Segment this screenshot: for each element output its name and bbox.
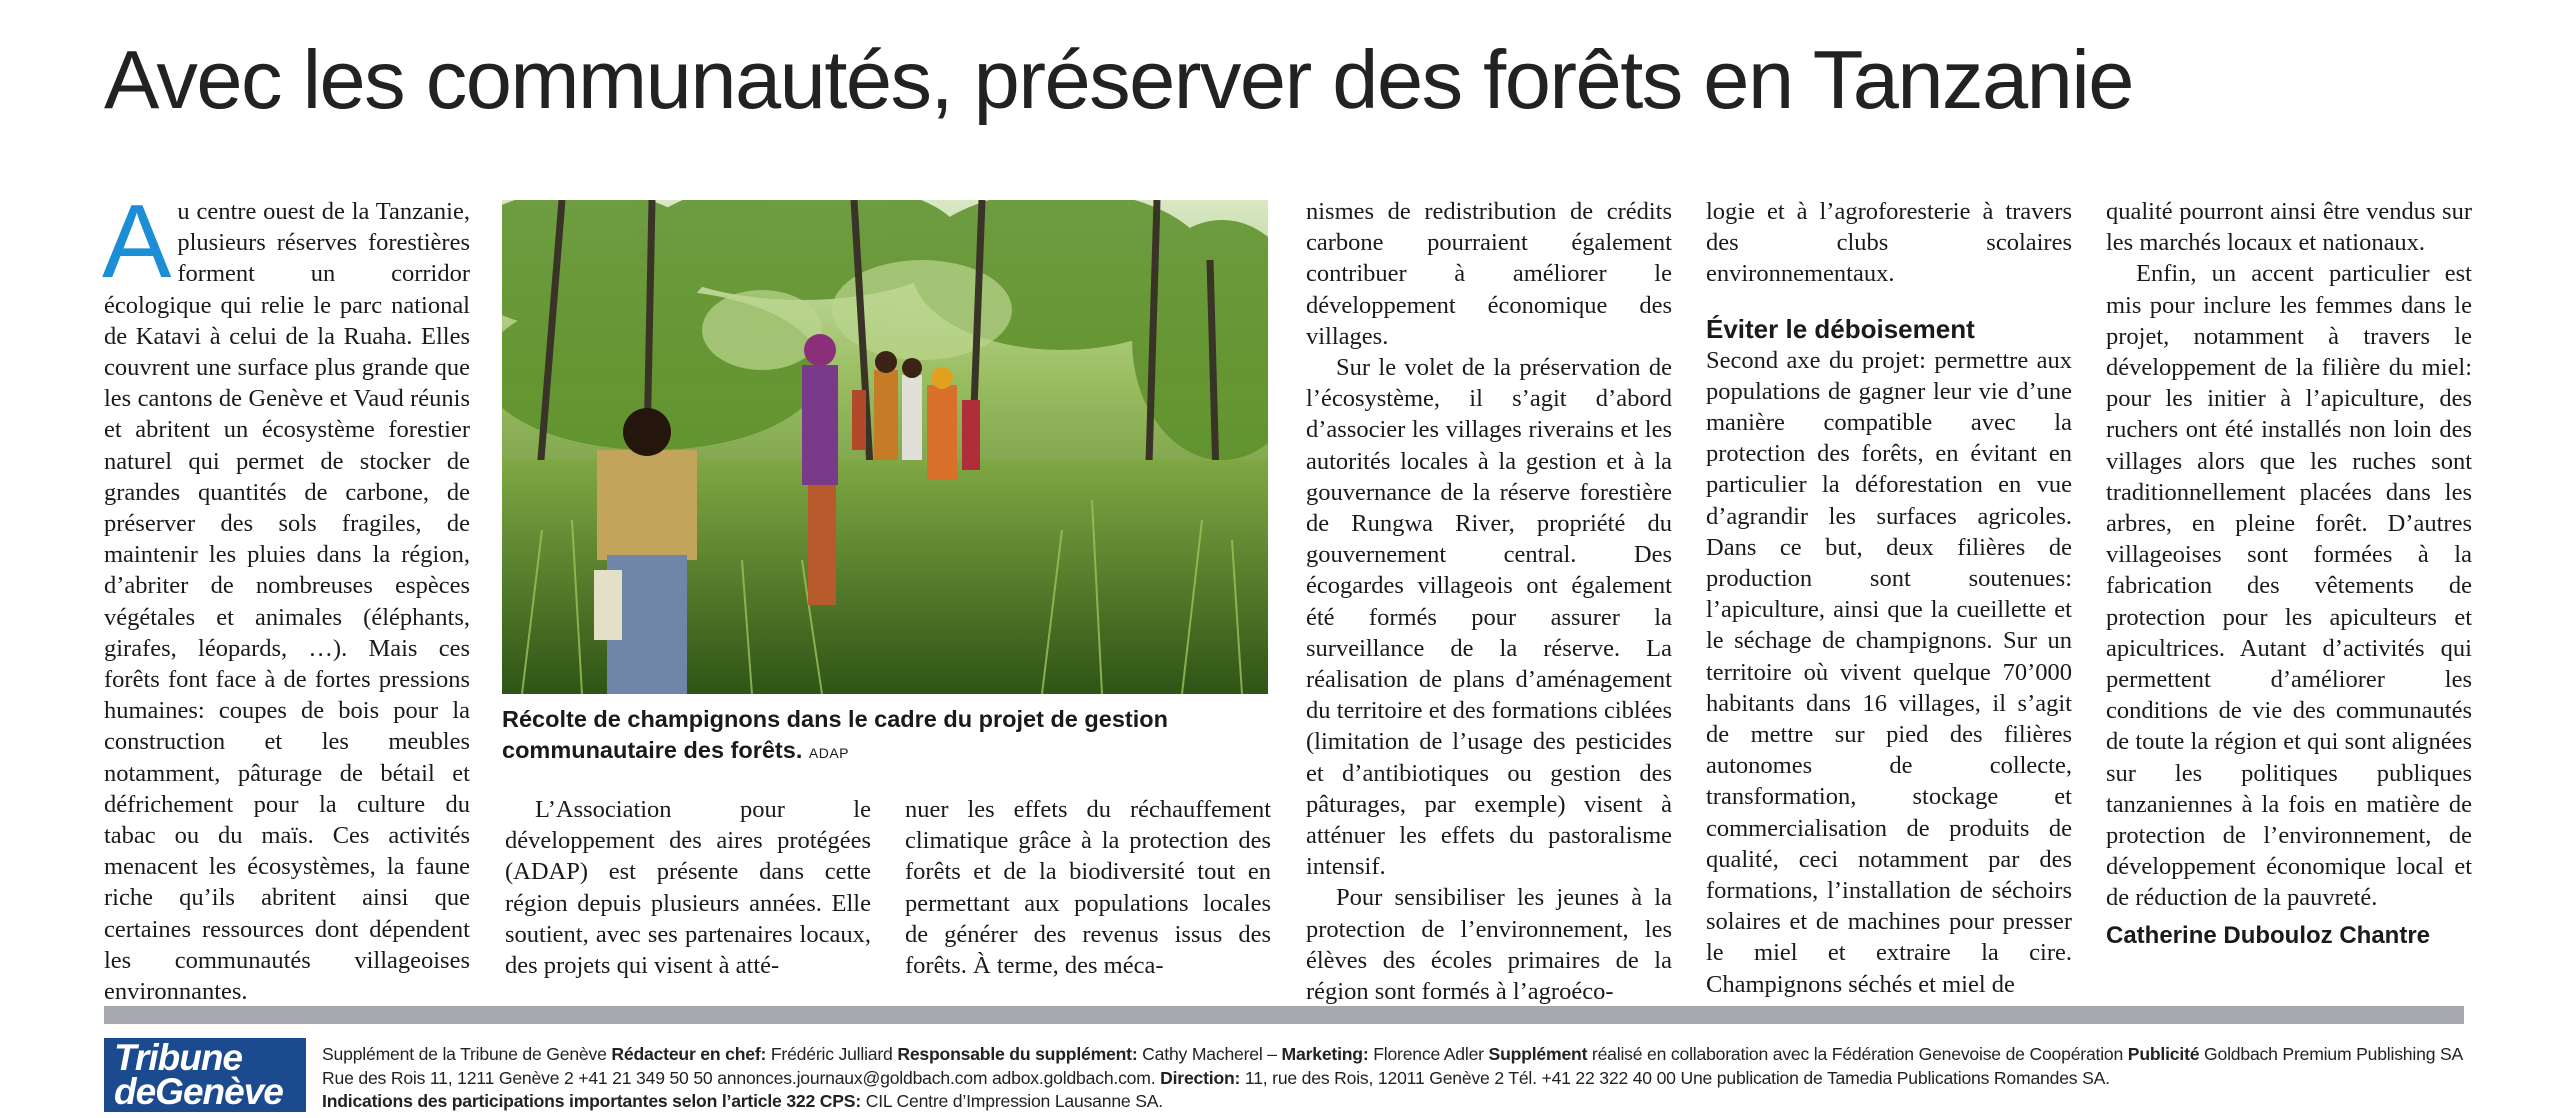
- headline: Avec les communautés, préserver des forêts en Tanzanie: [104, 33, 2133, 126]
- imprint-text: Cathy Macherel –: [1137, 1044, 1282, 1064]
- imprint-label: Direction:: [1160, 1067, 1241, 1088]
- imprint-text: 11, rue des Rois, 12011 Genève 2 Tél. +41 22 322 40 00 Une publication de Tamedia Publications Romandes SA.: [1240, 1067, 2110, 1088]
- paragraph: u centre ouest de la Tanzanie, plusieurs réserves forestières forment un corridor écologique qui relie le parc national de Katavi à celui de la Ruaha. Elles couvrent une surface plus grande que les cantons de Genève et Vaud réunis et abritent un écosystème forestier naturel qui permet de stocker de grandes quantités de carbone, de préserver des sols fragiles, de maintenir les pluies dans la région, d’abriter de nombreuses espèces végétales et animales (éléphants, girafes, léopards, …). Mais ces forêts font face à de fortes pressions humaines: coupes de bois pour la construction et les meubles notamment, pâturage de bétail et défrichement pour la culture du tabac ou du maïs. Ces activités menacent les écosystèmes, la faune riche qu’ils abritent ainsi que certaines ressources dont dépendent les communautés villageoises environnantes.: [104, 198, 470, 1006]
- imprint-text: Frédéric Julliard: [766, 1044, 898, 1064]
- tribune-de-geneve-logo: [104, 1038, 306, 1112]
- imprint-text: Florence Adler: [1368, 1044, 1489, 1064]
- photo-credit: ADAP: [808, 745, 850, 761]
- logo-line-2: deGenève: [114, 1071, 283, 1112]
- imprint-text: réalisé en collaboration avec la Fédération Genevoise de Coopération: [1587, 1044, 2128, 1064]
- paragraph: logie et à l’agroforesterie à travers des clubs scolaires environnementaux.: [1706, 198, 2072, 288]
- logo-line-1: Tribune: [114, 1037, 242, 1078]
- paragraph: Pour sensibiliser les jeunes à la protection de l’environnement, les élèves des écoles primaires de la région sont formés à l’agroéco-: [1306, 884, 1672, 1006]
- imprint: [322, 1043, 2472, 1114]
- paragraph: Enfin, un accent particulier est mis pour inclure les femmes dans le projet, notamment à travers le développement de la filière du miel: pour les initier à l’apiculture, des ruchers ont été installés non loin des villages alors que les ruches sont traditionnellement placées dans les arbres, en pleine forêt. D’autres villageoises sont formées à la fabrication des vêtements de protection pour les apiculteurs et apicultrices. Autant d’activités qui permettent d’améliorer les conditions de vie des communautés de toute la région et qui sont alignées sur les politiques publiques tanzaniennes à la fois en matière de protection de l’environnement, de développement économique local et de réduction de la pauvreté.: [2106, 260, 2472, 912]
- article-column-3: [1306, 196, 1672, 1007]
- imprint-text: Supplément de la Tribune de Genève: [322, 1044, 612, 1064]
- subheading: Éviter le déboisement: [1706, 313, 1975, 344]
- footer-divider: [104, 1006, 2464, 1024]
- article-column-1: [102, 184, 470, 1007]
- article-column-4: [1706, 196, 2072, 1000]
- article-column-5: [2106, 196, 2472, 951]
- paragraph: Sur le volet de la préservation de l’écosystème, il s’agit d’abord d’associer les villages riverains et les autorités locales à la gestion et à la gouvernance de la réserve forestière de Rungwa River, propriété du gouvernement central. Des écogardes villageois ont également été formés pour assurer la surveillance de la réserve. La réalisation de plans d’aménagement du territoire et des formations ciblées (limitation de l’usage des pesticides et d’antibiotiques ou gestion des pâturages, par exemple) visent à atténuer les effets du pastoralisme intensif.: [1306, 354, 1672, 881]
- imprint-label: Indications des participations importantes selon l’article 322 CPS:: [322, 1091, 861, 1111]
- paragraph: Second axe du projet: permettre aux populations de gagner leur vie d’une manière compatible avec la protection des forêts, en évitant en particulier la déforestation en vue d’agrandir les surfaces agricoles. Dans ce but, deux filières de production sont soutenues: l’apiculture, ainsi que la cueillette et le séchage de champignons. Sur un territoire où vivent quelque 70’000 habitants dans 16 villages, il s’agit de mettre sur pied des filières autonomes de collecte, transformation, stockage et commercialisation de produits de qualité, ceci notamment par des formations, l’installation de séchoirs solaires et de machines pour presser le miel et extraire la cire. Champignons séchés et miel de: [1706, 346, 2072, 998]
- article-column-2b: [905, 794, 1271, 981]
- imprint-label: Supplément: [1488, 1044, 1588, 1064]
- imprint-label: Rédacteur en chef:: [611, 1044, 767, 1064]
- imprint-label: Marketing:: [1281, 1044, 1369, 1064]
- caption-text: Récolte de champignons dans le cadre du projet de gestion communautaire des forêts.: [502, 706, 1168, 763]
- imprint-text: Goldbach Premium Publishing SA Rue des Rois 11, 1211 Genève 2 +41 21 349 50 50 annonces.journaux@goldbach.com adbox.goldbach.com.: [322, 1044, 2463, 1088]
- paragraph: qualité pourront ainsi être vendus sur les marchés locaux et nationaux.: [2106, 198, 2472, 257]
- imprint-label: Responsable du supplément:: [897, 1044, 1138, 1064]
- article-column-2a: [505, 794, 871, 981]
- imprint-text: CIL Centre d’Impression Lausanne SA.: [861, 1091, 1163, 1111]
- article-photo: [502, 200, 1268, 694]
- paragraph: nismes de redistribution de crédits carbone pourraient également contribuer à améliorer le développement économique des villages.: [1306, 198, 1672, 350]
- imprint-label: Publicité: [2127, 1044, 2200, 1064]
- author-byline: Catherine Dubouloz Chantre: [2106, 921, 2431, 949]
- paragraph: L’Association pour le développement des aires protégées (ADAP) est présente dans cette région depuis plusieurs années. Elle soutient, avec ses partenaires locaux, des projets qui visent à atté-: [505, 796, 871, 980]
- drop-cap: A: [102, 184, 172, 300]
- paragraph: nuer les effets du réchauffement climatique grâce à la protection des forêts et de la biodiversité tout en permettant aux populations locales de générer des revenus issus des forêts. À terme, des méca-: [905, 796, 1271, 980]
- photo-caption: [502, 704, 1292, 769]
